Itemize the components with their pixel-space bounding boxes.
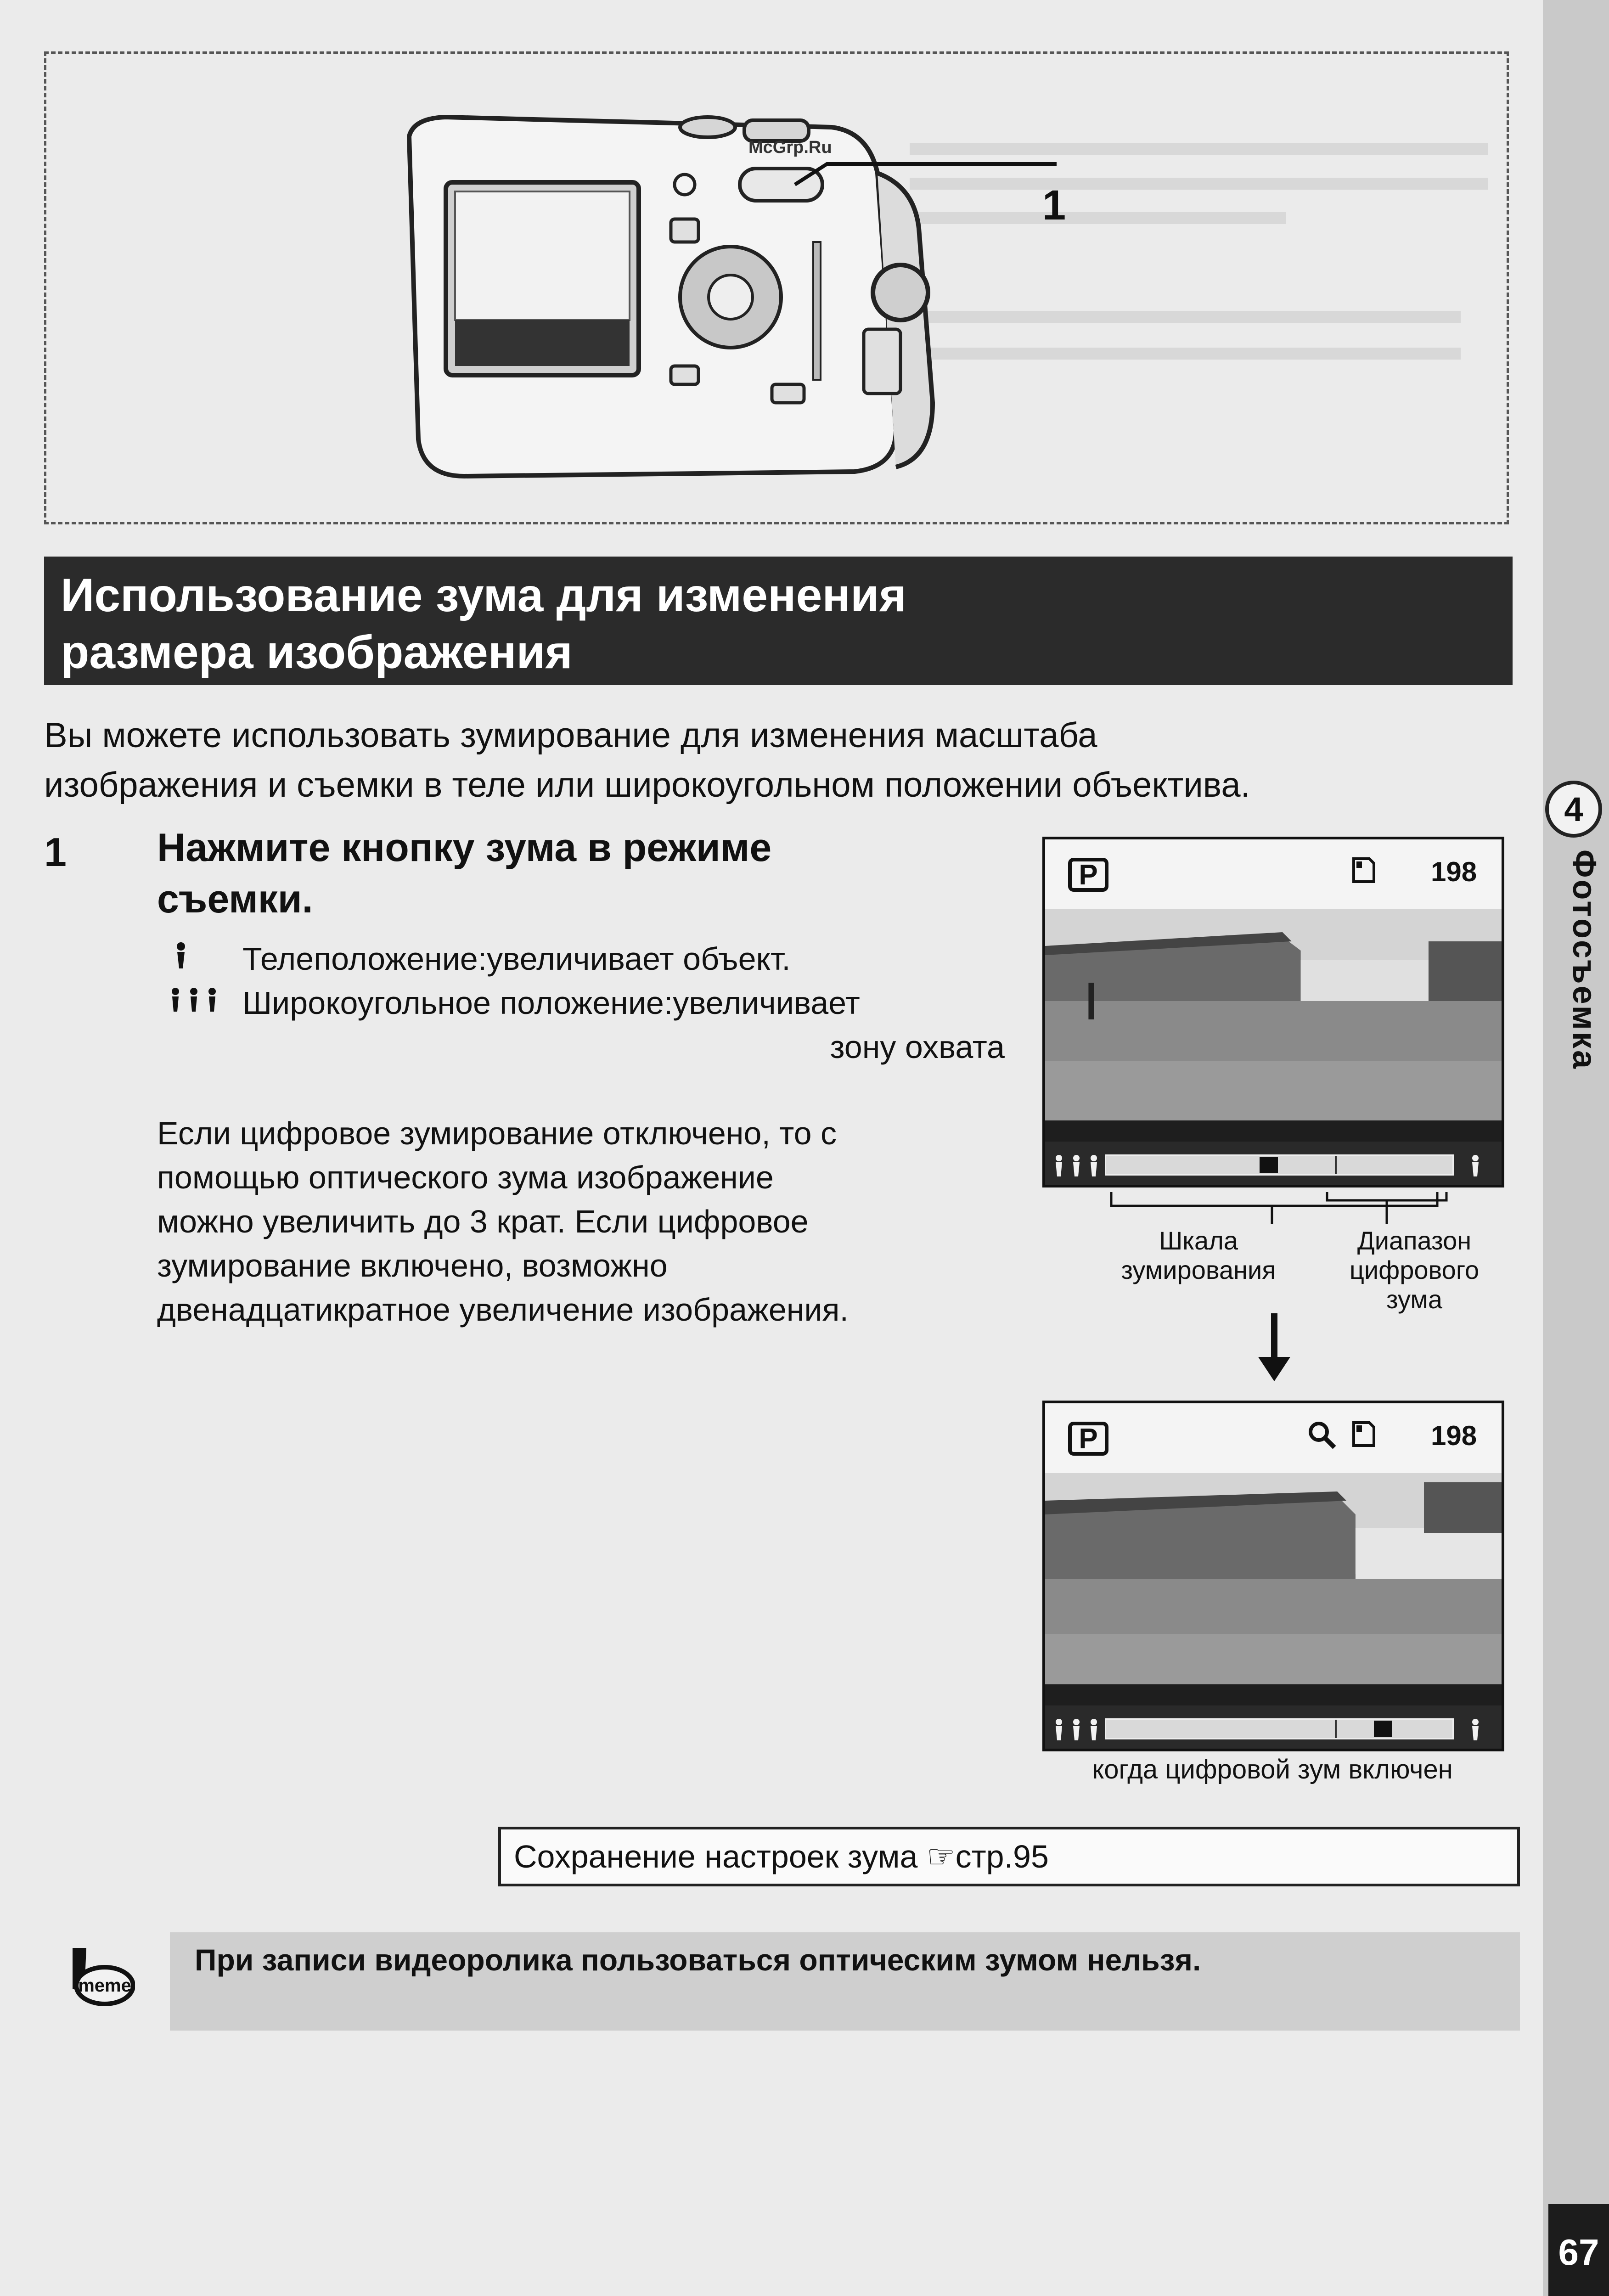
chapter-number-badge: 4 <box>1545 781 1602 838</box>
tele-description: Телеположение:увеличивает объект. <box>242 941 791 977</box>
zoom-position-indicator <box>1260 1157 1278 1173</box>
optical-digital-divider <box>1335 1720 1337 1738</box>
wide-icon <box>1052 1716 1102 1743</box>
zoom-bar-area <box>1045 1142 1502 1187</box>
zoom-settings-reference: Сохранение настроек зума ☞стр.95 <box>498 1827 1520 1886</box>
side-stripe <box>1543 0 1609 2296</box>
wide-description: Широкоугольное положение:увеличивает <box>242 985 860 1021</box>
scene-photo <box>1045 909 1502 1120</box>
camera-drawing <box>368 109 1057 513</box>
paragraph-line: двенадцатикратное увеличение изображения. <box>157 1292 849 1328</box>
lcd-status-bar <box>1045 839 1502 909</box>
paragraph-line: можно увеличить до 3 крат. Если цифровое <box>157 1204 809 1239</box>
intro-line: изображения и съемки в теле или широкоугольном положении объектива. <box>44 765 1250 805</box>
zoom-scale-track <box>1105 1154 1454 1176</box>
memory-card-icon <box>1349 856 1378 884</box>
chapter-title: Фотосъемка <box>1566 850 1603 1070</box>
shots-remaining: 198 <box>1431 856 1477 887</box>
paragraph-line: помощью оптического зума изображение <box>157 1159 774 1195</box>
lcd-status-bar <box>1045 1403 1502 1473</box>
section-title-line: размера изображения <box>61 626 573 678</box>
wide-description-cont: зону охвата <box>830 1029 1005 1065</box>
wide-icon <box>1052 1152 1102 1179</box>
label-line: зума <box>1386 1285 1443 1314</box>
memory-card-icon <box>1349 1420 1378 1448</box>
paragraph-line: зумирование включено, возможно <box>157 1248 668 1283</box>
zoom-position-indicator <box>1374 1721 1392 1737</box>
camera-illustration-frame <box>44 51 1509 524</box>
section-title <box>44 557 1513 685</box>
step-title-line: Нажмите кнопку зума в режиме <box>157 826 772 870</box>
shots-remaining: 198 <box>1431 1420 1477 1451</box>
digital-zoom-magnifier-icon <box>1307 1420 1339 1450</box>
memo-icon-label: meme <box>78 1975 131 1996</box>
site-watermark: McGrp.Ru <box>748 138 832 157</box>
step-title-line: съемки. <box>157 877 313 921</box>
callout-number: 1 <box>1042 182 1066 229</box>
zoom-scale-track <box>1105 1718 1454 1739</box>
intro-line: Вы можете использовать зумирование для изменения масштаба <box>44 716 1097 755</box>
zoom-bar-area <box>1045 1705 1502 1751</box>
memo-note: При записи видеоролика пользоваться оптическим зумом нельзя. <box>170 1932 1520 2031</box>
label-line: цифрового <box>1349 1255 1480 1284</box>
step-number: 1 <box>44 829 67 875</box>
lcd-screen-digital <box>1042 1401 1504 1751</box>
step-title <box>157 822 965 925</box>
digital-range-label <box>1332 1226 1497 1314</box>
zoom-annotation-brackets <box>1042 1187 1504 1229</box>
page-number: 67 <box>1548 2204 1609 2296</box>
zoom-scale-label <box>1120 1226 1277 1285</box>
paragraph-line: Если цифровое зумирование отключено, то с <box>157 1115 837 1151</box>
digital-zoom-caption: когда цифровой зум включен <box>1092 1755 1453 1784</box>
label-line: Диапазон <box>1357 1226 1472 1255</box>
optical-digital-divider <box>1335 1156 1337 1174</box>
memo-icon <box>54 1939 135 2008</box>
tele-icon <box>167 939 195 971</box>
label-line: Шкала <box>1159 1226 1238 1255</box>
tele-icon <box>1465 1152 1485 1179</box>
lcd-screen-optical <box>1042 837 1504 1187</box>
arrow-down-icon <box>1254 1313 1295 1382</box>
section-title-line: Использование зума для изменения <box>61 569 907 621</box>
scene-photo-zoomed <box>1045 1473 1502 1684</box>
wide-icon <box>167 984 222 1016</box>
label-line: зумирования <box>1121 1255 1276 1284</box>
intro-paragraph <box>44 711 1523 810</box>
mode-icon: P <box>1068 1422 1108 1456</box>
digital-zoom-paragraph <box>157 1111 1030 1332</box>
tele-icon <box>1465 1716 1485 1743</box>
mode-icon: P <box>1068 858 1108 892</box>
